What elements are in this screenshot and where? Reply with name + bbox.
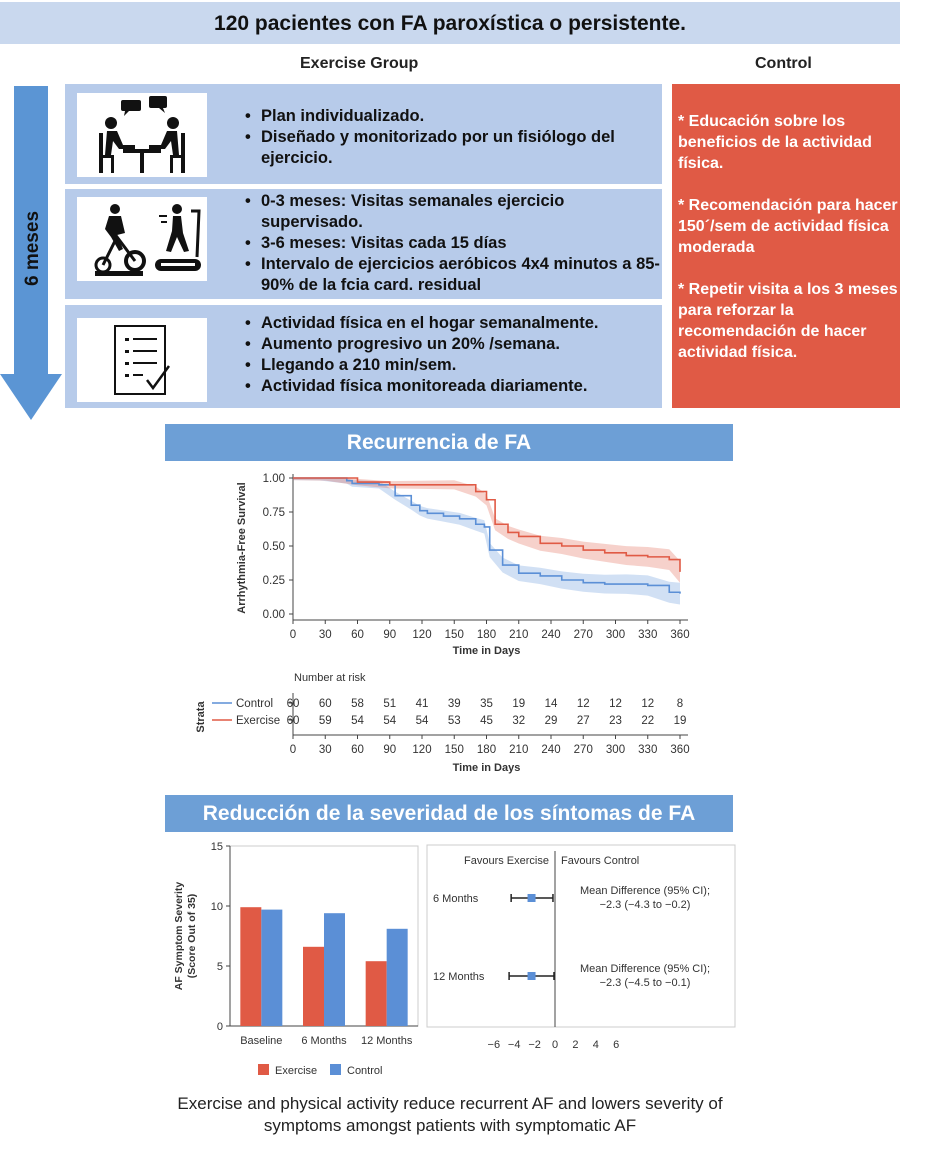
x-tick-label: 240 — [541, 629, 561, 641]
risk-value: 19 — [512, 698, 526, 710]
control-paragraph: * Repetir visita a los 3 meses para reforzar la recomendación de hacer actividad física. — [678, 281, 898, 361]
risk-value: 54 — [415, 715, 429, 727]
y-tick-label: 0.75 — [262, 507, 285, 519]
x-tick-label: 210 — [509, 629, 529, 641]
forest-plot-area — [427, 845, 735, 1027]
risk-value: 23 — [609, 715, 622, 727]
risk-x-tick-label: 0 — [289, 744, 297, 756]
risk-value: 41 — [415, 698, 429, 710]
risk-row-label: Exercise — [236, 715, 281, 727]
forest-estimate-text: −2.3 (−4.3 to −0.2) — [599, 899, 691, 911]
section-title-recurrence: Recurrencia de FA — [346, 431, 532, 454]
risk-value: 60 — [318, 698, 332, 710]
forest-row-label: 12 Months — [433, 971, 485, 983]
y-tick-label: 0.50 — [262, 541, 285, 553]
legend-label-exercise: Exercise — [275, 1065, 318, 1077]
forest-estimate-text: Mean Difference (95% CI); — [579, 963, 711, 975]
x-tick-label: 360 — [670, 629, 690, 641]
risk-x-tick-label: 180 — [476, 744, 497, 756]
risk-value: 60 — [286, 698, 300, 710]
forest-x-tick-label: −2 — [528, 1039, 541, 1051]
bar-exercise — [303, 947, 324, 1026]
risk-value: 39 — [447, 698, 461, 710]
forest-estimate-point — [528, 894, 536, 902]
y-axis-label: Arrhythmia-Free Survival — [236, 482, 248, 614]
bar-y-tick-label: 5 — [216, 961, 223, 973]
risk-value: 22 — [641, 715, 655, 727]
risk-x-tick-label: 360 — [670, 744, 690, 756]
mean-difference-forest-plot — [425, 843, 740, 1053]
forest-row-label: 6 Months — [433, 893, 479, 905]
bar-y-axis-label-2: (Score Out of 35) — [186, 893, 198, 979]
y-tick-label: 0.00 — [262, 609, 285, 621]
forest-x-tick-label: 4 — [592, 1039, 599, 1051]
figure-caption — [0, 1093, 900, 1137]
x-tick-label: 60 — [351, 629, 364, 641]
risk-value: 58 — [351, 698, 364, 710]
bar-y-axis-label: AF Symptom Severity — [173, 881, 185, 991]
risk-value: 12 — [609, 698, 622, 710]
risk-x-tick-label: 30 — [318, 744, 332, 756]
risk-x-axis-label: Time in Days — [452, 762, 521, 774]
risk-x-tick-label: 150 — [444, 744, 464, 756]
bullet-item: • 3-6 meses: Visitas cada 15 días — [245, 233, 662, 254]
risk-x-tick-label: 270 — [573, 744, 593, 756]
risk-x-tick-label: 210 — [509, 744, 529, 756]
forest-estimate-text: Mean Difference (95% CI); — [579, 885, 711, 897]
x-tick-label: 90 — [383, 629, 397, 641]
y-tick-label: 0.25 — [262, 575, 285, 587]
risk-value: 12 — [641, 698, 655, 710]
x-tick-label: 330 — [638, 629, 658, 641]
risk-x-tick-label: 240 — [541, 744, 561, 756]
bullet-item: • Plan individualizado. — [245, 106, 662, 127]
risk-x-tick-label: 300 — [605, 744, 626, 756]
y-tick-label: 1.00 — [262, 473, 285, 485]
bullet-item: • Actividad física en el hogar semanalmente. — [245, 313, 598, 334]
forest-x-tick-label: 0 — [551, 1039, 559, 1051]
risk-value: 45 — [480, 715, 493, 727]
control-paragraph: * Recomendación para hacer 150´/sem de actividad física moderada — [678, 197, 898, 256]
risk-value: 12 — [576, 698, 590, 710]
bullet-item: • Actividad física monitoreada diariamente. — [245, 376, 598, 397]
bullet-item: • Intervalo de ejercicios aeróbicos 4x4 minutos a 85-90% de la fcia card. residual — [245, 254, 662, 296]
forest-estimate-point — [528, 972, 536, 980]
legend-label-control: Control — [347, 1065, 383, 1077]
forest-x-tick-label: −4 — [507, 1039, 521, 1051]
section-banner-recurrence — [165, 424, 733, 461]
caption-line-2: symptoms amongst patients with symptomatic AF — [263, 1116, 637, 1135]
legend-swatch-control — [330, 1064, 341, 1075]
bar-category-label: 6 Months — [301, 1035, 347, 1047]
bullet-list-visits — [245, 191, 662, 296]
page-title: 120 pacientes con FA paroxística o persistente. — [0, 2, 900, 44]
bar-y-tick-label: 15 — [210, 841, 223, 853]
bullet-item: • Aumento progresivo un 20% /semana. — [245, 334, 598, 355]
bullet-item: • Llegando a 210 min/sem. — [245, 355, 598, 376]
control-heading: Control — [755, 55, 812, 72]
exercise-box-home — [65, 305, 662, 408]
risk-x-tick-label: 330 — [638, 744, 658, 756]
symptom-severity-bar-chart — [168, 836, 420, 1084]
x-tick-label: 30 — [318, 629, 332, 641]
exercise-group-heading: Exercise Group — [300, 55, 419, 72]
checklist-icon — [77, 318, 207, 402]
risk-value: 35 — [480, 698, 493, 710]
risk-value: 53 — [447, 715, 461, 727]
x-tick-label: 150 — [444, 629, 464, 641]
x-tick-label: 0 — [289, 629, 297, 641]
bar-control — [387, 929, 408, 1026]
meeting-icon — [77, 93, 207, 177]
forest-x-tick-label: 2 — [572, 1039, 579, 1051]
bar-category-label: 12 Months — [360, 1035, 413, 1047]
section-title-severity: Reducción de la severidad de los síntomas de FA — [202, 802, 696, 825]
strata-label: Strata — [195, 701, 207, 733]
bullet-list-plan — [245, 106, 662, 169]
bar-y-tick-label: 0 — [216, 1021, 223, 1033]
forest-estimate-text: −2.3 (−4.5 to −0.1) — [599, 977, 691, 989]
km-survival-chart — [190, 466, 730, 778]
risk-value: 19 — [673, 715, 687, 727]
x-tick-label: 270 — [573, 629, 593, 641]
risk-value: 60 — [286, 715, 300, 727]
exercise-box-visits — [65, 189, 662, 299]
control-paragraph: * Educación sobre los beneficios de la actividad física. — [678, 113, 872, 172]
risk-value: 54 — [383, 715, 397, 727]
risk-value: 29 — [544, 715, 558, 727]
risk-x-tick-label: 90 — [383, 744, 397, 756]
risk-x-tick-label: 60 — [351, 744, 364, 756]
risk-value: 59 — [318, 715, 332, 727]
x-tick-label: 180 — [476, 629, 497, 641]
risk-value: 51 — [383, 698, 397, 710]
forest-x-tick-label: −6 — [487, 1039, 501, 1051]
bullet-list-home — [245, 313, 598, 397]
bullet-item: • Diseñado y monitorizado por un fisiólogo del ejercicio. — [245, 127, 662, 169]
section-banner-severity — [165, 795, 733, 832]
timeline-label-text: 6 meses — [22, 210, 43, 286]
risk-value: 27 — [576, 715, 590, 727]
risk-value: 32 — [512, 715, 526, 727]
legend-swatch-exercise — [258, 1064, 269, 1075]
bar-control — [324, 913, 345, 1026]
control-box — [672, 84, 900, 408]
timeline-label — [18, 200, 48, 320]
risk-row-label: Control — [236, 698, 274, 710]
bullet-item: • 0-3 meses: Visitas semanales ejercicio supervisado. — [245, 191, 662, 233]
risk-x-tick-label: 120 — [412, 744, 432, 756]
bar-exercise — [366, 961, 387, 1026]
risk-value: 14 — [544, 698, 558, 710]
risk-value: 54 — [351, 715, 364, 727]
caption-line-1: Exercise and physical activity reduce recurrent AF and lowers severity of — [177, 1094, 723, 1113]
exercise-box-plan — [65, 84, 662, 184]
bar-category-label: Baseline — [240, 1035, 283, 1047]
x-tick-label: 120 — [412, 629, 432, 641]
risk-value: 8 — [676, 698, 684, 710]
bar-exercise — [240, 907, 261, 1026]
bar-y-tick-label: 10 — [210, 901, 223, 913]
favours-exercise-label: Favours Exercise — [464, 855, 549, 867]
risk-table-title: Number at risk — [294, 672, 366, 684]
favours-control-label: Favours Control — [561, 855, 640, 867]
x-axis-label: Time in Days — [452, 645, 521, 657]
exercise-equipment-icon — [77, 197, 207, 281]
forest-x-tick-label: 6 — [613, 1039, 620, 1051]
bar-control — [261, 910, 282, 1026]
x-tick-label: 300 — [605, 629, 626, 641]
